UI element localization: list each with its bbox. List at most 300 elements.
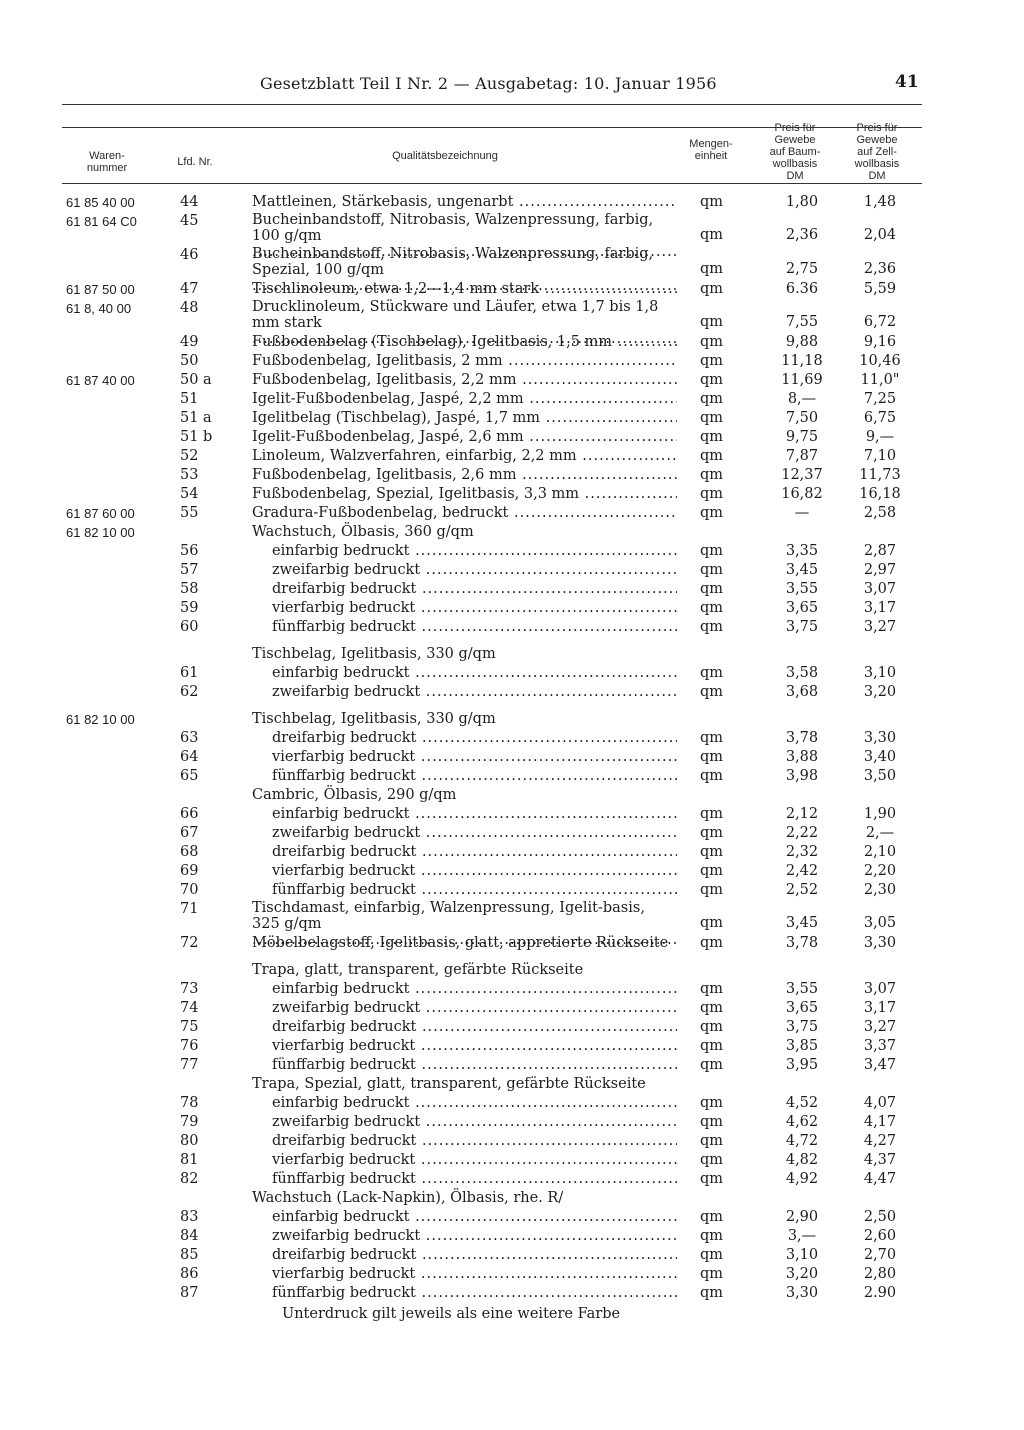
mengeneinheit: qm bbox=[700, 825, 724, 841]
lfd-nr: 54 bbox=[180, 486, 199, 502]
mengeneinheit: qm bbox=[700, 505, 724, 521]
mengeneinheit: qm bbox=[700, 281, 724, 297]
lfd-nr: 81 bbox=[180, 1152, 199, 1168]
table-row bbox=[0, 729, 1024, 748]
qualitaet: vierfarbig bedruckt ..... bbox=[272, 1265, 677, 1284]
qualitaet: Drucklinoleum, Stückware und Läufer, etwa 1,7 bis 1,8 mm stark ..... bbox=[252, 299, 677, 347]
preis-zellwolle: 3,05 bbox=[863, 915, 897, 931]
mengeneinheit: qm bbox=[700, 1171, 724, 1187]
qualitaet: Fußbodenbelag, Spezial, Igelitbasis, 3,3 mm ..... bbox=[252, 485, 677, 504]
table-row bbox=[0, 409, 1024, 428]
lfd-nr: 61 bbox=[180, 665, 199, 681]
qualitaet: dreifarbig bedruckt ..... bbox=[272, 1018, 677, 1037]
group-heading-row bbox=[0, 786, 1024, 805]
preis-zellwolle: 3,27 bbox=[863, 1019, 897, 1035]
preis-zellwolle: 2,04 bbox=[863, 227, 897, 243]
preis-zellwolle: 2,20 bbox=[863, 863, 897, 879]
preis-baumwolle: 3,55 bbox=[785, 981, 819, 997]
table-row bbox=[0, 1132, 1024, 1151]
waren-nummer: 61 85 40 00 bbox=[66, 195, 135, 210]
preis-zellwolle: 3,30 bbox=[863, 730, 897, 746]
lfd-nr: 60 bbox=[180, 619, 199, 635]
group-heading-row bbox=[0, 1189, 1024, 1208]
preis-baumwolle: 3,35 bbox=[785, 543, 819, 559]
mengeneinheit: qm bbox=[700, 562, 724, 578]
mengeneinheit: qm bbox=[700, 1057, 724, 1073]
page-header: Gesetzblatt Teil I Nr. 2 — Ausgabetag: 10. Januar 1956 bbox=[260, 74, 717, 93]
preis-zellwolle: 3,17 bbox=[863, 1000, 897, 1016]
preis-baumwolle: 2,90 bbox=[785, 1209, 819, 1225]
preis-zellwolle: 6,75 bbox=[863, 410, 897, 426]
preis-baumwolle: 3,— bbox=[787, 1228, 817, 1244]
group-heading-row bbox=[0, 645, 1024, 664]
preis-zellwolle: 11,0" bbox=[860, 372, 900, 388]
qualitaet: einfarbig bedruckt ..... bbox=[272, 542, 677, 561]
mengeneinheit: qm bbox=[700, 882, 724, 898]
preis-zellwolle: 4,07 bbox=[863, 1095, 897, 1111]
table-row bbox=[0, 843, 1024, 862]
footnote: Unterdruck gilt jeweils als eine weitere Farbe bbox=[282, 1306, 621, 1322]
lfd-nr: 69 bbox=[180, 863, 199, 879]
table-row bbox=[0, 1227, 1024, 1246]
qualitaet: Tischbelag, Igelitbasis, 330 g/qm bbox=[252, 711, 496, 727]
qualitaet: dreifarbig bedruckt ..... bbox=[272, 1132, 677, 1151]
lfd-nr: 63 bbox=[180, 730, 199, 746]
qualitaet: fünffarbig bedruckt ..... bbox=[272, 1284, 677, 1303]
qualitaet: einfarbig bedruckt ..... bbox=[272, 664, 677, 683]
mengeneinheit: qm bbox=[700, 665, 724, 681]
preis-baumwolle: 6.36 bbox=[785, 281, 819, 297]
lfd-nr: 66 bbox=[180, 806, 199, 822]
table-row bbox=[0, 246, 1024, 280]
preis-zellwolle: 3,27 bbox=[863, 619, 897, 635]
header-rule bbox=[62, 104, 922, 105]
qualitaet: zweifarbig bedruckt ..... bbox=[272, 683, 677, 702]
preis-zellwolle: 11,73 bbox=[859, 467, 901, 483]
preis-zellwolle: 2,80 bbox=[863, 1266, 897, 1282]
preis-zellwolle: 2,58 bbox=[863, 505, 897, 521]
qualitaet: Bucheinbandstoff, Nitrobasis, Walzenpressung, farbig, 100 g/qm ..... bbox=[252, 212, 677, 260]
table-row bbox=[0, 390, 1024, 409]
table-row bbox=[0, 767, 1024, 786]
preis-zellwolle: 4,37 bbox=[863, 1152, 897, 1168]
col-head-qual: Qualitätsbezeichnung bbox=[392, 150, 498, 162]
qualitaet: Tischlinoleum, etwa 1,2—1,4 mm stark ..... bbox=[252, 280, 677, 299]
preis-baumwolle: 3,65 bbox=[785, 1000, 819, 1016]
qualitaet: vierfarbig bedruckt ..... bbox=[272, 748, 677, 767]
lfd-nr: 86 bbox=[180, 1266, 199, 1282]
lfd-nr: 76 bbox=[180, 1038, 199, 1054]
preis-baumwolle: 3,68 bbox=[785, 684, 819, 700]
group-heading-row bbox=[0, 1075, 1024, 1094]
lfd-nr: 48 bbox=[180, 300, 199, 316]
lfd-nr: 51 bbox=[180, 391, 199, 407]
qualitaet: fünffarbig bedruckt ..... bbox=[272, 1170, 677, 1189]
lfd-nr: 79 bbox=[180, 1114, 199, 1130]
lfd-nr: 56 bbox=[180, 543, 199, 559]
mengeneinheit: qm bbox=[700, 372, 724, 388]
page-number: 41 bbox=[895, 72, 919, 92]
mengeneinheit: qm bbox=[700, 353, 724, 369]
preis-baumwolle: 3,75 bbox=[785, 619, 819, 635]
qualitaet: Tischdamast, einfarbig, Walzenpressung, Igelit-basis, 325 g/qm ..... bbox=[252, 900, 677, 948]
lfd-nr: 68 bbox=[180, 844, 199, 860]
preis-zellwolle: 3,30 bbox=[863, 935, 897, 951]
preis-zellwolle: 1,48 bbox=[863, 194, 897, 210]
table-row bbox=[0, 881, 1024, 900]
preis-zellwolle: 2,50 bbox=[863, 1209, 897, 1225]
qualitaet: zweifarbig bedruckt ..... bbox=[272, 561, 677, 580]
waren-nummer: 61 8, 40 00 bbox=[66, 301, 132, 316]
mengeneinheit: qm bbox=[700, 1000, 724, 1016]
qualitaet: Fußbodenbelag, Igelitbasis, 2,2 mm ..... bbox=[252, 371, 677, 390]
table-row bbox=[0, 428, 1024, 447]
lfd-nr: 50 a bbox=[180, 372, 212, 388]
lfd-nr: 47 bbox=[180, 281, 199, 297]
table-row bbox=[0, 1246, 1024, 1265]
preis-baumwolle: 2,52 bbox=[785, 882, 819, 898]
preis-baumwolle: 16,82 bbox=[781, 486, 823, 502]
waren-nummer: 61 81 64 C0 bbox=[66, 214, 137, 229]
price-table bbox=[0, 193, 1024, 1325]
qualitaet: vierfarbig bedruckt ..... bbox=[272, 1151, 677, 1170]
preis-zellwolle: 2,60 bbox=[863, 1228, 897, 1244]
qualitaet: vierfarbig bedruckt ..... bbox=[272, 862, 677, 881]
lfd-nr: 70 bbox=[180, 882, 199, 898]
mengeneinheit: qm bbox=[700, 600, 724, 616]
preis-baumwolle: 7,55 bbox=[785, 314, 819, 330]
col-head-price-bw: Preis für Gewebe auf Baum- wollbasis DM bbox=[769, 122, 821, 182]
waren-nummer: 61 87 40 00 bbox=[66, 373, 135, 388]
qualitaet: Tischbelag, Igelitbasis, 330 g/qm bbox=[252, 646, 496, 662]
qualitaet: Bucheinbandstoff, Nitrobasis, Walzenpressung, farbig, Spezial, 100 g/qm ..... bbox=[252, 246, 677, 294]
table-row bbox=[0, 1037, 1024, 1056]
qualitaet: Fußbodenbelag, Igelitbasis, 2 mm ..... bbox=[252, 352, 677, 371]
waren-nummer: 61 82 10 00 bbox=[66, 525, 135, 540]
preis-zellwolle: 3,47 bbox=[863, 1057, 897, 1073]
preis-zellwolle: 3,37 bbox=[863, 1038, 897, 1054]
table-row bbox=[0, 212, 1024, 246]
lfd-nr: 78 bbox=[180, 1095, 199, 1111]
preis-zellwolle: 2,87 bbox=[863, 543, 897, 559]
preis-baumwolle: 3,98 bbox=[785, 768, 819, 784]
preis-zellwolle: 2,30 bbox=[863, 882, 897, 898]
mengeneinheit: qm bbox=[700, 543, 724, 559]
preis-baumwolle: 3,85 bbox=[785, 1038, 819, 1054]
lfd-nr: 59 bbox=[180, 600, 199, 616]
lfd-nr: 44 bbox=[180, 194, 199, 210]
lfd-nr: 82 bbox=[180, 1171, 199, 1187]
preis-baumwolle: 3,88 bbox=[785, 749, 819, 765]
table-row bbox=[0, 447, 1024, 466]
qualitaet: fünffarbig bedruckt ..... bbox=[272, 881, 677, 900]
lfd-nr: 62 bbox=[180, 684, 199, 700]
group-heading-row bbox=[0, 961, 1024, 980]
preis-baumwolle: 3,45 bbox=[785, 562, 819, 578]
preis-baumwolle: 3,55 bbox=[785, 581, 819, 597]
table-row bbox=[0, 580, 1024, 599]
preis-baumwolle: 4,62 bbox=[785, 1114, 819, 1130]
lfd-nr: 55 bbox=[180, 505, 199, 521]
qualitaet: einfarbig bedruckt ..... bbox=[272, 980, 677, 999]
preis-zellwolle: 2,97 bbox=[863, 562, 897, 578]
table-row bbox=[0, 561, 1024, 580]
qualitaet: Fußbodenbelag, Igelitbasis, 2,6 mm ..... bbox=[252, 466, 677, 485]
qualitaet: Trapa, Spezial, glatt, transparent, gefärbte Rückseite bbox=[252, 1076, 646, 1092]
preis-zellwolle: 3,07 bbox=[863, 581, 897, 597]
lfd-nr: 83 bbox=[180, 1209, 199, 1225]
table-row bbox=[0, 193, 1024, 212]
mengeneinheit: qm bbox=[700, 935, 724, 951]
mengeneinheit: qm bbox=[700, 314, 724, 330]
lfd-nr: 50 bbox=[180, 353, 199, 369]
qualitaet: Linoleum, Walzverfahren, einfarbig, 2,2 mm ..... bbox=[252, 447, 677, 466]
qualitaet: dreifarbig bedruckt ..... bbox=[272, 843, 677, 862]
lfd-nr: 84 bbox=[180, 1228, 199, 1244]
preis-baumwolle: 9,75 bbox=[785, 429, 819, 445]
table-row bbox=[0, 1151, 1024, 1170]
table-row bbox=[0, 618, 1024, 637]
col-head-unit: Mengen- einheit bbox=[689, 138, 733, 162]
preis-zellwolle: 3,40 bbox=[863, 749, 897, 765]
preis-zellwolle: 2,70 bbox=[863, 1247, 897, 1263]
table-row bbox=[0, 1284, 1024, 1303]
preis-baumwolle: 3,95 bbox=[785, 1057, 819, 1073]
preis-baumwolle: 1,80 bbox=[785, 194, 819, 210]
table-row bbox=[0, 371, 1024, 390]
lfd-nr: 73 bbox=[180, 981, 199, 997]
mengeneinheit: qm bbox=[700, 619, 724, 635]
mengeneinheit: qm bbox=[700, 486, 724, 502]
table-row bbox=[0, 664, 1024, 683]
preis-zellwolle: 6,72 bbox=[863, 314, 897, 330]
qualitaet: vierfarbig bedruckt ..... bbox=[272, 1037, 677, 1056]
qualitaet: Igelitbelag (Tischbelag), Jaspé, 1,7 mm ..... bbox=[252, 409, 677, 428]
preis-zellwolle: 9,— bbox=[865, 429, 895, 445]
preis-zellwolle: 3,10 bbox=[863, 665, 897, 681]
preis-baumwolle: 3,78 bbox=[785, 730, 819, 746]
lfd-nr: 46 bbox=[180, 247, 199, 263]
preis-baumwolle: 7,50 bbox=[785, 410, 819, 426]
mengeneinheit: qm bbox=[700, 1038, 724, 1054]
qualitaet: zweifarbig bedruckt ..... bbox=[272, 1113, 677, 1132]
lfd-nr: 57 bbox=[180, 562, 199, 578]
preis-baumwolle: 2,32 bbox=[785, 844, 819, 860]
mengeneinheit: qm bbox=[700, 863, 724, 879]
mengeneinheit: qm bbox=[700, 1095, 724, 1111]
qualitaet: fünffarbig bedruckt ..... bbox=[272, 1056, 677, 1075]
mengeneinheit: qm bbox=[700, 1019, 724, 1035]
table-row bbox=[0, 805, 1024, 824]
qualitaet: zweifarbig bedruckt ..... bbox=[272, 999, 677, 1018]
preis-zellwolle: 9,16 bbox=[863, 334, 897, 350]
preis-baumwolle: 4,82 bbox=[785, 1152, 819, 1168]
qualitaet: Igelit-Fußbodenbelag, Jaspé, 2,2 mm ..... bbox=[252, 390, 677, 409]
preis-zellwolle: 10,46 bbox=[859, 353, 901, 369]
lfd-nr: 49 bbox=[180, 334, 199, 350]
waren-nummer: 61 82 10 00 bbox=[66, 712, 135, 727]
preis-baumwolle: 7,87 bbox=[785, 448, 819, 464]
mengeneinheit: qm bbox=[700, 1133, 724, 1149]
mengeneinheit: qm bbox=[700, 391, 724, 407]
mengeneinheit: qm bbox=[700, 749, 724, 765]
col-head-lfd: Lfd. Nr. bbox=[177, 156, 213, 168]
waren-nummer: 61 87 50 00 bbox=[66, 282, 135, 297]
table-row bbox=[0, 934, 1024, 953]
lfd-nr: 51 b bbox=[180, 429, 213, 445]
mengeneinheit: qm bbox=[700, 844, 724, 860]
preis-baumwolle: 3,65 bbox=[785, 600, 819, 616]
lfd-nr: 75 bbox=[180, 1019, 199, 1035]
waren-nummer: 61 87 60 00 bbox=[66, 506, 135, 521]
qualitaet: fünffarbig bedruckt ..... bbox=[272, 767, 677, 786]
table-row bbox=[0, 280, 1024, 299]
footnote-row bbox=[0, 1303, 1024, 1325]
qualitaet: Wachstuch, Ölbasis, 360 g/qm bbox=[252, 524, 474, 540]
mengeneinheit: qm bbox=[700, 448, 724, 464]
preis-zellwolle: 2,36 bbox=[863, 261, 897, 277]
mengeneinheit: qm bbox=[700, 684, 724, 700]
lfd-nr: 58 bbox=[180, 581, 199, 597]
qualitaet: zweifarbig bedruckt ..... bbox=[272, 824, 677, 843]
mengeneinheit: qm bbox=[700, 194, 724, 210]
preis-baumwolle: 9,88 bbox=[785, 334, 819, 350]
lfd-nr: 87 bbox=[180, 1285, 199, 1301]
lfd-nr: 74 bbox=[180, 1000, 199, 1016]
lfd-nr: 72 bbox=[180, 935, 199, 951]
table-row bbox=[0, 299, 1024, 333]
lfd-nr: 71 bbox=[180, 901, 199, 917]
qualitaet: dreifarbig bedruckt ..... bbox=[272, 1246, 677, 1265]
table-row bbox=[0, 1056, 1024, 1075]
mengeneinheit: qm bbox=[700, 429, 724, 445]
preis-zellwolle: 3,17 bbox=[863, 600, 897, 616]
table-row bbox=[0, 542, 1024, 561]
qualitaet: Trapa, glatt, transparent, gefärbte Rückseite bbox=[252, 962, 584, 978]
preis-baumwolle: 4,92 bbox=[785, 1171, 819, 1187]
preis-zellwolle: 7,25 bbox=[863, 391, 897, 407]
preis-zellwolle: 4,47 bbox=[863, 1171, 897, 1187]
mengeneinheit: qm bbox=[700, 261, 724, 277]
preis-zellwolle: 3,50 bbox=[863, 768, 897, 784]
preis-zellwolle: 5,59 bbox=[863, 281, 897, 297]
qualitaet: Wachstuch (Lack-Napkin), Ölbasis, rhe. R/ bbox=[252, 1190, 564, 1206]
mengeneinheit: qm bbox=[700, 1247, 724, 1263]
preis-baumwolle: 2,36 bbox=[785, 227, 819, 243]
preis-zellwolle: 7,10 bbox=[863, 448, 897, 464]
preis-baumwolle: 3,10 bbox=[785, 1247, 819, 1263]
lfd-nr: 80 bbox=[180, 1133, 199, 1149]
qualitaet: Igelit-Fußbodenbelag, Jaspé, 2,6 mm ..... bbox=[252, 428, 677, 447]
qualitaet: einfarbig bedruckt ..... bbox=[272, 1094, 677, 1113]
lfd-nr: 45 bbox=[180, 213, 199, 229]
qualitaet: Gradura-Fußbodenbelag, bedruckt ..... bbox=[252, 504, 677, 523]
mengeneinheit: qm bbox=[700, 730, 724, 746]
qualitaet: Möbelbelagstoff, Igelitbasis, glatt, appretierte Rückseite bbox=[252, 935, 669, 951]
preis-zellwolle: 4,17 bbox=[863, 1114, 897, 1130]
preis-zellwolle: 2.90 bbox=[863, 1285, 897, 1301]
lfd-nr: 53 bbox=[180, 467, 199, 483]
preis-zellwolle: 3,07 bbox=[863, 981, 897, 997]
qualitaet: Fußbodenbelag (Tischbelag), Igelitbasis, 1,5 mm ..... bbox=[252, 333, 677, 352]
mengeneinheit: qm bbox=[700, 1285, 724, 1301]
lfd-nr: 51 a bbox=[180, 410, 212, 426]
preis-baumwolle: 3,58 bbox=[785, 665, 819, 681]
table-row bbox=[0, 352, 1024, 371]
preis-baumwolle: 12,37 bbox=[781, 467, 823, 483]
preis-baumwolle: 11,69 bbox=[781, 372, 823, 388]
mengeneinheit: qm bbox=[700, 981, 724, 997]
table-row bbox=[0, 900, 1024, 934]
preis-baumwolle: 4,52 bbox=[785, 1095, 819, 1111]
table-row bbox=[0, 1208, 1024, 1227]
mengeneinheit: qm bbox=[700, 1152, 724, 1168]
qualitaet: dreifarbig bedruckt ..... bbox=[272, 729, 677, 748]
qualitaet: vierfarbig bedruckt ..... bbox=[272, 599, 677, 618]
table-row bbox=[0, 1094, 1024, 1113]
mengeneinheit: qm bbox=[700, 467, 724, 483]
mengeneinheit: qm bbox=[700, 581, 724, 597]
mengeneinheit: qm bbox=[700, 334, 724, 350]
lfd-nr: 52 bbox=[180, 448, 199, 464]
mengeneinheit: qm bbox=[700, 410, 724, 426]
preis-baumwolle: 11,18 bbox=[781, 353, 823, 369]
preis-baumwolle: 2,22 bbox=[785, 825, 819, 841]
table-head-rule bbox=[62, 183, 922, 184]
table-row bbox=[0, 333, 1024, 352]
table-row bbox=[0, 1113, 1024, 1132]
qualitaet: Cambric, Ölbasis, 290 g/qm bbox=[252, 787, 457, 803]
preis-baumwolle: 2,42 bbox=[785, 863, 819, 879]
preis-baumwolle: 8,— bbox=[787, 391, 817, 407]
mengeneinheit: qm bbox=[700, 768, 724, 784]
preis-baumwolle: 3,45 bbox=[785, 915, 819, 931]
preis-zellwolle: 2,— bbox=[865, 825, 895, 841]
qualitaet: fünffarbig bedruckt ..... bbox=[272, 618, 677, 637]
mengeneinheit: qm bbox=[700, 915, 724, 931]
preis-zellwolle: 4,27 bbox=[863, 1133, 897, 1149]
preis-baumwolle: — bbox=[794, 505, 810, 521]
preis-zellwolle: 16,18 bbox=[859, 486, 901, 502]
mengeneinheit: qm bbox=[700, 227, 724, 243]
lfd-nr: 85 bbox=[180, 1247, 199, 1263]
mengeneinheit: qm bbox=[700, 1209, 724, 1225]
table-row bbox=[0, 824, 1024, 843]
table-row bbox=[0, 999, 1024, 1018]
group-heading-row bbox=[0, 710, 1024, 729]
table-row bbox=[0, 599, 1024, 618]
lfd-nr: 67 bbox=[180, 825, 199, 841]
col-head-waren: Waren- nummer bbox=[86, 150, 128, 174]
preis-baumwolle: 3,30 bbox=[785, 1285, 819, 1301]
preis-baumwolle: 4,72 bbox=[785, 1133, 819, 1149]
preis-baumwolle: 2,12 bbox=[785, 806, 819, 822]
mengeneinheit: qm bbox=[700, 1114, 724, 1130]
preis-baumwolle: 3,20 bbox=[785, 1266, 819, 1282]
table-row bbox=[0, 862, 1024, 881]
preis-zellwolle: 3,20 bbox=[863, 684, 897, 700]
qualitaet: dreifarbig bedruckt ..... bbox=[272, 580, 677, 599]
table-row bbox=[0, 1018, 1024, 1037]
lfd-nr: 77 bbox=[180, 1057, 199, 1073]
table-row bbox=[0, 485, 1024, 504]
mengeneinheit: qm bbox=[700, 1228, 724, 1244]
mengeneinheit: qm bbox=[700, 806, 724, 822]
table-row bbox=[0, 683, 1024, 702]
preis-baumwolle: 3,78 bbox=[785, 935, 819, 951]
preis-baumwolle: 3,75 bbox=[785, 1019, 819, 1035]
lfd-nr: 65 bbox=[180, 768, 199, 784]
